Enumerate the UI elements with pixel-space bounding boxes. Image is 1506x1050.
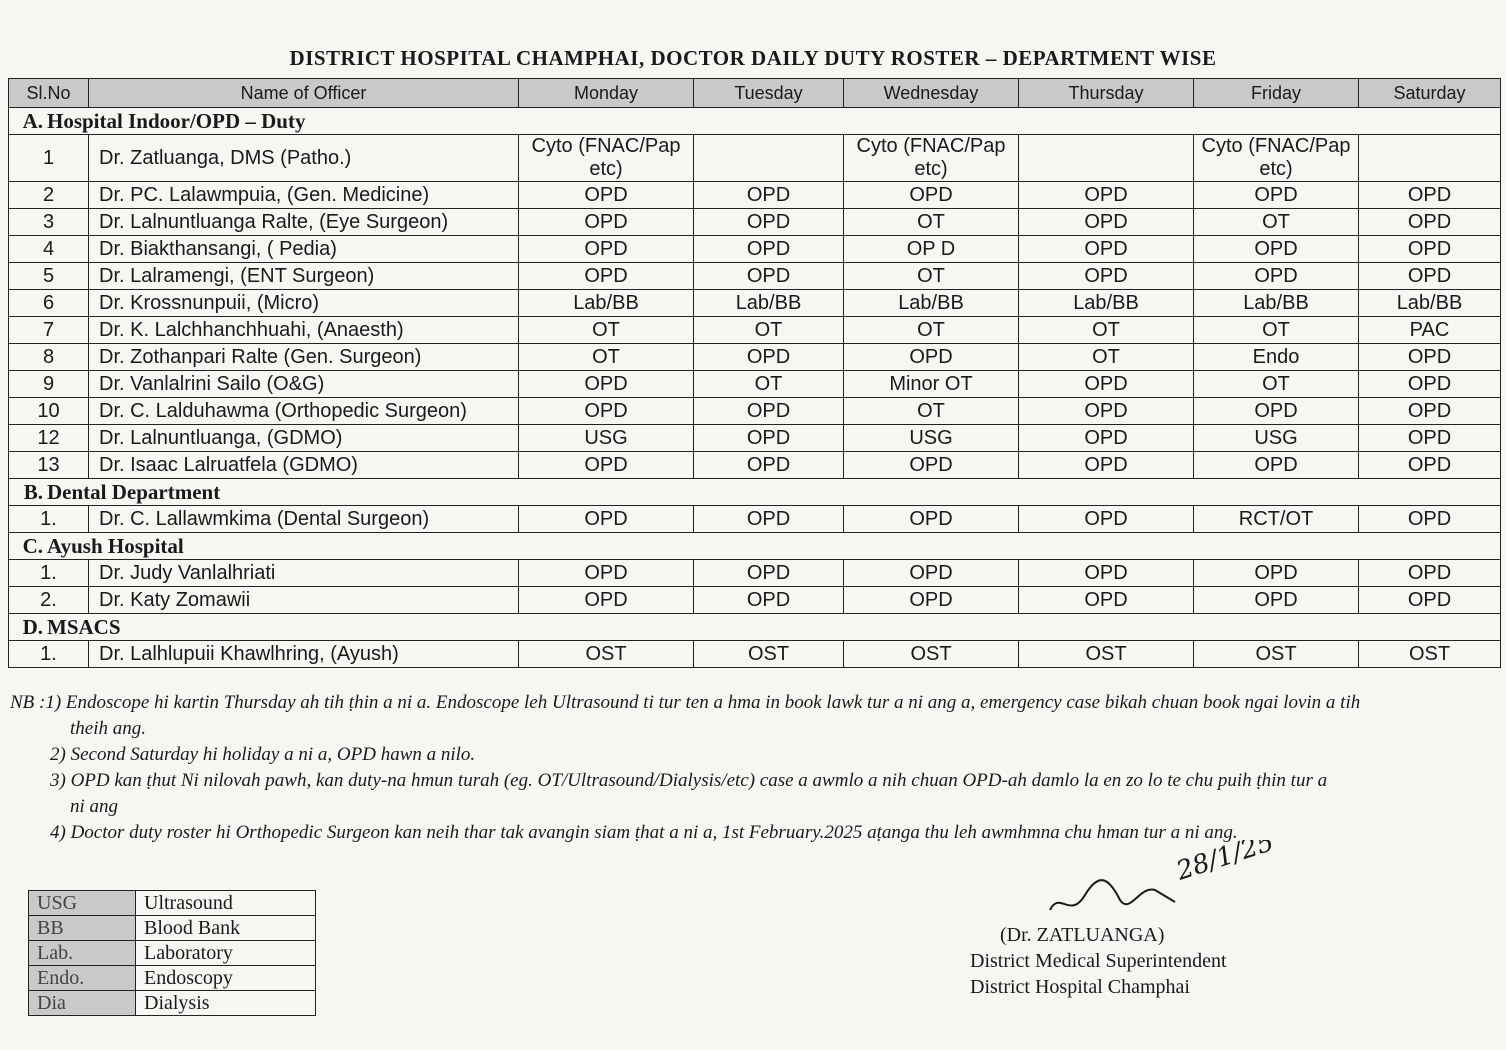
duty-cell: OPD — [1359, 182, 1501, 209]
duty-cell: OPD — [519, 209, 694, 236]
duty-cell: OPD — [1019, 182, 1194, 209]
header-day: Tuesday — [694, 79, 844, 108]
signatory-block — [970, 922, 1290, 1000]
note-1-continued: theih ang. — [70, 718, 146, 739]
serial-number: 12 — [9, 425, 89, 452]
note-3-continued: ni ang — [70, 796, 119, 817]
serial-number: 4 — [9, 236, 89, 263]
duty-cell: OPD — [844, 506, 1019, 533]
serial-number: 13 — [9, 452, 89, 479]
duty-cell: Endo — [1194, 344, 1359, 371]
duty-cell: OT — [1194, 209, 1359, 236]
section-header-row — [9, 614, 1501, 641]
serial-number: 2. — [9, 587, 89, 614]
duty-cell: OPD — [694, 587, 844, 614]
section-letter: B. — [23, 479, 43, 504]
duty-cell: Lab/BB — [694, 290, 844, 317]
duty-cell: USG — [519, 425, 694, 452]
table-row — [9, 236, 1501, 263]
duty-cell: OT — [1019, 317, 1194, 344]
duty-cell: OT — [519, 317, 694, 344]
duty-cell: OPD — [1019, 452, 1194, 479]
duty-cell — [694, 135, 844, 182]
signature-date: 28/1/25 — [1172, 840, 1278, 887]
roster-body — [9, 108, 1501, 668]
duty-cell: OPD — [1359, 425, 1501, 452]
duty-cell: OPD — [1194, 587, 1359, 614]
duty-cell: OPD — [694, 209, 844, 236]
section-header-row — [9, 533, 1501, 560]
legend-row — [29, 991, 316, 1016]
duty-cell: OT — [844, 398, 1019, 425]
duty-cell: OPD — [1359, 236, 1501, 263]
duty-cell: OPD — [694, 263, 844, 290]
duty-cell — [1359, 135, 1501, 182]
duty-cell: OPD — [844, 182, 1019, 209]
section-title — [9, 108, 1501, 135]
duty-cell: Cyto (FNAC/Pap etc) — [1194, 135, 1359, 182]
legend-abbr: USG — [29, 891, 136, 916]
serial-number: 6 — [9, 290, 89, 317]
officer-name: Dr. Lalramengi, (ENT Surgeon) — [89, 263, 519, 290]
duty-cell: OPD — [1194, 452, 1359, 479]
duty-cell: OT — [844, 209, 1019, 236]
section-letter: A. — [22, 108, 43, 133]
duty-cell: OT — [1019, 344, 1194, 371]
officer-name: Dr. K. Lalchhanchhuahi, (Anaesth) — [89, 317, 519, 344]
duty-cell: OPD — [844, 560, 1019, 587]
officer-name: Dr. Zatluanga, DMS (Patho.) — [89, 135, 519, 182]
legend-abbr: Lab. — [29, 941, 136, 966]
duty-cell: OPD — [519, 182, 694, 209]
duty-cell: OPD — [1359, 371, 1501, 398]
header-slno: Sl.No — [9, 79, 89, 108]
serial-number: 10 — [9, 398, 89, 425]
legend-abbr: Endo. — [29, 966, 136, 991]
serial-number: 3 — [9, 209, 89, 236]
duty-cell: USG — [1194, 425, 1359, 452]
table-row — [9, 263, 1501, 290]
header-day: Saturday — [1359, 79, 1501, 108]
duty-cell: OPD — [519, 560, 694, 587]
section-name: MSACS — [47, 614, 121, 639]
table-row — [9, 452, 1501, 479]
duty-cell — [1019, 135, 1194, 182]
duty-cell: OPD — [1359, 506, 1501, 533]
header-row — [9, 79, 1501, 108]
table-row — [9, 371, 1501, 398]
legend-meaning: Blood Bank — [136, 916, 316, 941]
duty-cell: OPD — [1194, 182, 1359, 209]
duty-cell: Cyto (FNAC/Pap etc) — [844, 135, 1019, 182]
header-day: Monday — [519, 79, 694, 108]
header-day: Friday — [1194, 79, 1359, 108]
officer-name: Dr. PC. Lalawmpuia, (Gen. Medicine) — [89, 182, 519, 209]
duty-cell: OPD — [519, 452, 694, 479]
duty-cell: Lab/BB — [1359, 290, 1501, 317]
duty-cell: OPD — [1359, 263, 1501, 290]
duty-cell: OPD — [519, 398, 694, 425]
duty-cell: USG — [844, 425, 1019, 452]
duty-cell: OPD — [1019, 560, 1194, 587]
duty-cell: OT — [1194, 317, 1359, 344]
officer-name: Dr. Judy Vanlalhriati — [89, 560, 519, 587]
note-1: NB :1) Endoscope hi kartin Thursday ah tih ṭhin a ni a. Endoscope leh Ultrasound ti tur ten a hma in book lawk tur a ni ang a, emergency case bikah chuan book ngai lovin a tih — [10, 692, 1361, 713]
header-name: Name of Officer — [89, 79, 519, 108]
duty-cell: OPD — [1019, 425, 1194, 452]
duty-cell: OPD — [694, 236, 844, 263]
duty-cell: OST — [1019, 641, 1194, 668]
duty-cell: OST — [1194, 641, 1359, 668]
duty-cell: Lab/BB — [1194, 290, 1359, 317]
note-3: 3) OPD kan ṭhut Ni nilovah pawh, kan duty-na hmun turah (eg. OT/Ultrasound/Dialysis/etc) case a awmlo a nih chuan OPD-ah damlo la en zo lo te chu puih ṭhin tur a — [50, 770, 1328, 791]
duty-cell: OPD — [1194, 236, 1359, 263]
serial-number: 2 — [9, 182, 89, 209]
duty-cell: OPD — [694, 560, 844, 587]
duty-cell: OPD — [1359, 560, 1501, 587]
table-row — [9, 182, 1501, 209]
officer-name: Dr. C. Lalduhawma (Orthopedic Surgeon) — [89, 398, 519, 425]
legend-meaning: Laboratory — [136, 941, 316, 966]
table-row — [9, 135, 1501, 182]
serial-number: 5 — [9, 263, 89, 290]
section-title — [9, 479, 1501, 506]
duty-cell: OPD — [694, 398, 844, 425]
signature-scribble-icon — [1040, 840, 1280, 930]
table-row — [9, 587, 1501, 614]
duty-cell: OST — [694, 641, 844, 668]
serial-number: 1. — [9, 560, 89, 587]
legend-abbr: Dia — [29, 991, 136, 1016]
duty-cell: OT — [1194, 371, 1359, 398]
legend-row — [29, 891, 316, 916]
legend-row — [29, 916, 316, 941]
abbreviation-legend — [28, 890, 316, 1016]
document-title: DISTRICT HOSPITAL CHAMPHAI, DOCTOR DAILY DUTY ROSTER – DEPARTMENT WISE — [289, 46, 1217, 70]
duty-cell: OPD — [1019, 263, 1194, 290]
header-day: Thursday — [1019, 79, 1194, 108]
officer-name: Dr. Lalhlupuii Khawlhring, (Ayush) — [89, 641, 519, 668]
serial-number: 1. — [9, 506, 89, 533]
officer-name: Dr. Katy Zomawii — [89, 587, 519, 614]
officer-name: Dr. Biakthansangi, ( Pedia) — [89, 236, 519, 263]
duty-cell: OP D — [844, 236, 1019, 263]
table-row — [9, 290, 1501, 317]
section-name: Dental Department — [47, 479, 221, 504]
duty-cell: OPD — [694, 506, 844, 533]
duty-cell: OPD — [519, 506, 694, 533]
note-2: 2) Second Saturday hi holiday a ni a, OPD hawn a nilo. — [50, 744, 476, 765]
table-row — [9, 506, 1501, 533]
table-row — [9, 344, 1501, 371]
legend-abbr: BB — [29, 916, 136, 941]
duty-cell: Lab/BB — [844, 290, 1019, 317]
table-row — [9, 209, 1501, 236]
duty-cell: OPD — [1359, 209, 1501, 236]
duty-cell: OPD — [1194, 560, 1359, 587]
duty-cell: RCT/OT — [1194, 506, 1359, 533]
duty-cell: OPD — [844, 587, 1019, 614]
duty-cell: OPD — [1019, 587, 1194, 614]
note-4: 4) Doctor duty roster hi Orthopedic Surgeon kan neih thar tak avangin siam ṭhat a ni a, 1st February.2025 aṭanga thu leh awmhmna chu hman tur a ni ang. — [50, 822, 1238, 843]
duty-cell: OPD — [1019, 236, 1194, 263]
legend-row — [29, 941, 316, 966]
section-header-row — [9, 108, 1501, 135]
duty-cell: PAC — [1359, 317, 1501, 344]
duty-cell: OPD — [519, 371, 694, 398]
section-header-row — [9, 479, 1501, 506]
section-letter: D. — [22, 614, 43, 639]
duty-cell: OT — [844, 263, 1019, 290]
officer-name: Dr. Lalnuntluanga Ralte, (Eye Surgeon) — [89, 209, 519, 236]
duty-cell: OPD — [1019, 209, 1194, 236]
table-row — [9, 398, 1501, 425]
duty-cell: OPD — [1359, 398, 1501, 425]
header-day: Wednesday — [844, 79, 1019, 108]
serial-number: 1 — [9, 135, 89, 182]
duty-cell: OT — [519, 344, 694, 371]
duty-cell: OPD — [694, 344, 844, 371]
legend-meaning: Dialysis — [136, 991, 316, 1016]
officer-name: Dr. Lalnuntluanga, (GDMO) — [89, 425, 519, 452]
section-name: Ayush Hospital — [47, 533, 184, 558]
table-row — [9, 317, 1501, 344]
duty-cell: Lab/BB — [519, 290, 694, 317]
officer-name: Dr. Krossnunpuii, (Micro) — [89, 290, 519, 317]
officer-name: Dr. C. Lallawmkima (Dental Surgeon) — [89, 506, 519, 533]
serial-number: 1. — [9, 641, 89, 668]
duty-cell: OPD — [1194, 398, 1359, 425]
signatory-office: District Hospital Champhai — [970, 976, 1190, 998]
duty-cell: OPD — [1019, 371, 1194, 398]
legend-meaning: Endoscopy — [136, 966, 316, 991]
duty-roster-table — [8, 78, 1501, 668]
legend-row — [29, 966, 316, 991]
table-row — [9, 425, 1501, 452]
officer-name: Dr. Zothanpari Ralte (Gen. Surgeon) — [89, 344, 519, 371]
duty-cell: Lab/BB — [1019, 290, 1194, 317]
officer-name: Dr. Isaac Lalruatfela (GDMO) — [89, 452, 519, 479]
legend-meaning: Ultrasound — [136, 891, 316, 916]
section-letter: C. — [22, 533, 43, 558]
handwritten-signature — [1040, 840, 1280, 930]
duty-cell: OPD — [519, 263, 694, 290]
duty-cell: OPD — [844, 344, 1019, 371]
duty-cell: OST — [844, 641, 1019, 668]
duty-cell: OPD — [844, 452, 1019, 479]
section-name: Hospital Indoor/OPD – Duty — [47, 108, 306, 133]
serial-number: 7 — [9, 317, 89, 344]
duty-cell: OT — [844, 317, 1019, 344]
serial-number: 8 — [9, 344, 89, 371]
duty-cell: OPD — [1019, 506, 1194, 533]
duty-cell: OPD — [519, 236, 694, 263]
officer-name: Dr. Vanlalrini Sailo (O&G) — [89, 371, 519, 398]
duty-cell: OPD — [1359, 452, 1501, 479]
duty-cell: OPD — [1194, 263, 1359, 290]
duty-cell: OST — [519, 641, 694, 668]
duty-cell: Minor OT — [844, 371, 1019, 398]
duty-cell: OPD — [519, 587, 694, 614]
serial-number: 9 — [9, 371, 89, 398]
duty-cell: OPD — [1359, 587, 1501, 614]
duty-cell: OPD — [694, 182, 844, 209]
duty-cell: OPD — [694, 425, 844, 452]
duty-cell: OST — [1359, 641, 1501, 668]
section-title — [9, 614, 1501, 641]
duty-cell: OT — [694, 317, 844, 344]
section-title — [9, 533, 1501, 560]
duty-cell: OPD — [1359, 344, 1501, 371]
duty-cell: OPD — [1019, 398, 1194, 425]
signatory-designation: District Medical Superintendent — [970, 950, 1227, 972]
duty-cell: Cyto (FNAC/Pap etc) — [519, 135, 694, 182]
table-row — [9, 641, 1501, 668]
table-row — [9, 560, 1501, 587]
duty-cell: OT — [694, 371, 844, 398]
notes-block — [10, 690, 1500, 846]
duty-cell: OPD — [694, 452, 844, 479]
signatory-name: (Dr. ZATLUANGA) — [1000, 924, 1165, 946]
